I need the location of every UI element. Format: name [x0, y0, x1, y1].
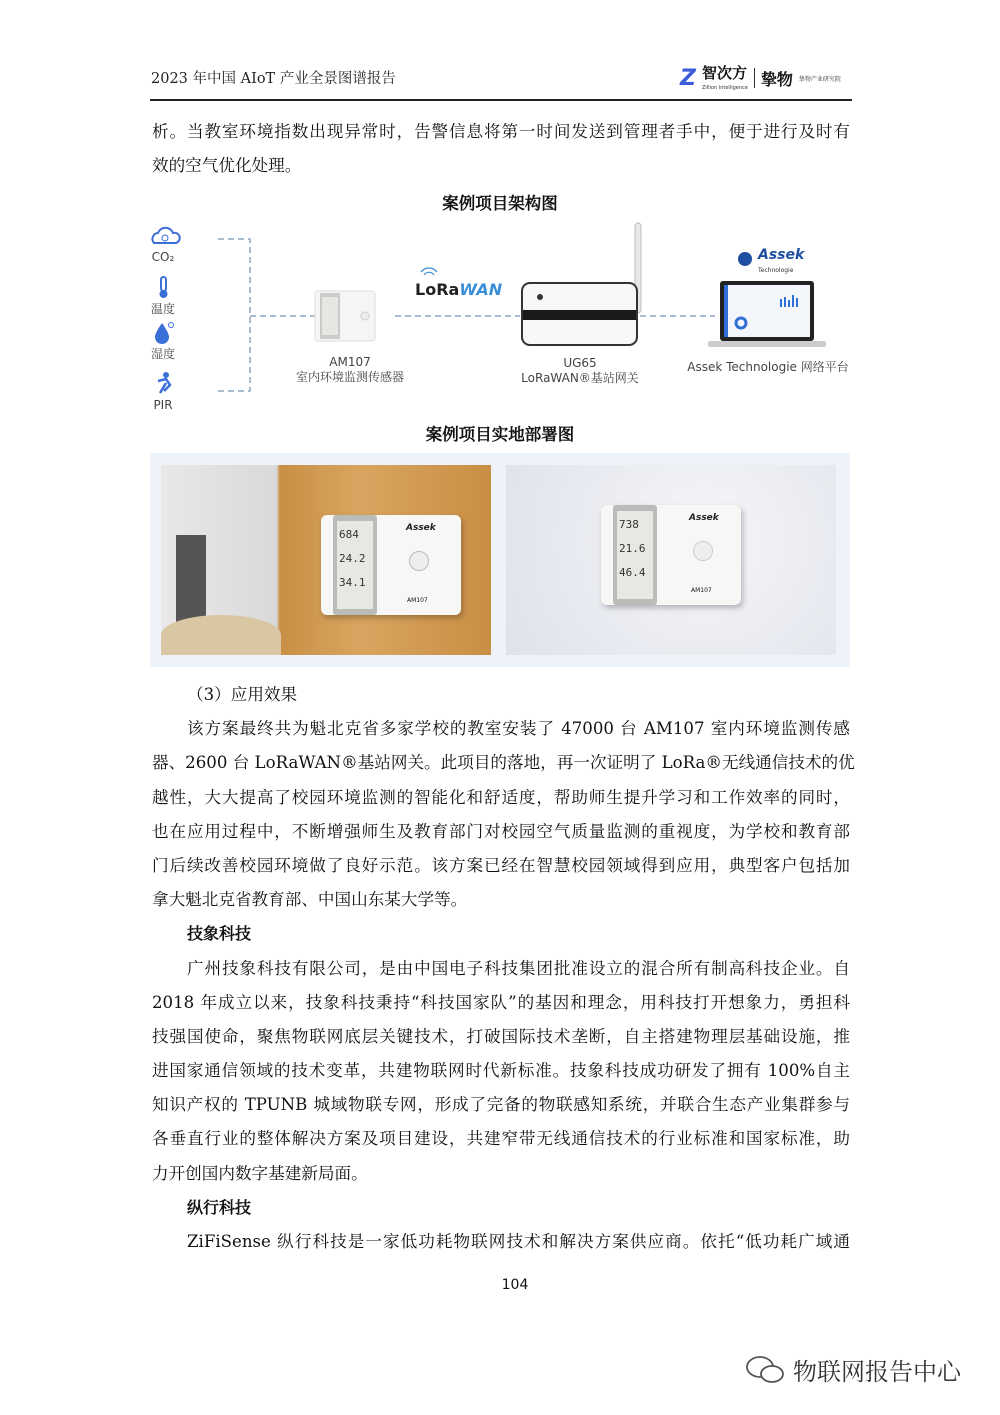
company-heading: 技象科技 [187, 924, 252, 944]
co2-reading: 738 [619, 518, 639, 531]
sensor-label-co2: CO₂ [151, 250, 175, 264]
text-line: 力开创国内数字基建新局面。 [152, 1163, 368, 1183]
text-line: 技强国使命，聚焦物联网底层关键技术，打破国际技术垄断，自主搭建物理层基础设施，推 [152, 1026, 850, 1046]
architecture-diagram [140, 215, 860, 415]
model-label: AM107 [691, 587, 712, 594]
text-line: 2018 年成立以来，技象科技秉持“科技国家队”的基因和理念，用科技打开想象力，勇担科 [152, 992, 850, 1012]
page-number: 104 [501, 1277, 529, 1293]
sensor-label-humidity: 湿度 [150, 347, 175, 361]
device-model: AM107 [329, 355, 371, 369]
section-heading: （3）应用效果 [187, 685, 298, 704]
deployment-photo-wall [506, 465, 836, 655]
ug65-label [505, 356, 655, 386]
text-line: 拿大魁北克省教育部、中国山东某大学等。 [152, 890, 468, 910]
wechat-watermark [745, 1352, 961, 1387]
sensor-label-pir: PIR [153, 398, 173, 412]
deployment-photos [150, 453, 850, 667]
co2-cloud-icon [152, 228, 179, 243]
laptop-platform-image [708, 247, 826, 347]
device-desc: LoRaWAN®基站网关 [521, 371, 639, 385]
brand-label: Assek [406, 523, 436, 533]
zillion-logo-text [702, 64, 748, 92]
am107-device-image [315, 291, 375, 341]
assek-brand: Assek [758, 247, 805, 263]
header-logo [680, 64, 841, 92]
text-line: 进国家通信领域的技术变革，共建物联网时代新标准。技象科技成功研发了拥有 100%自主 [152, 1061, 850, 1081]
logo-separator [754, 68, 755, 88]
humidity-reading: 34.1 [339, 576, 366, 589]
header-rule [150, 99, 852, 101]
wechat-icon [745, 1355, 785, 1385]
model-label: AM107 [407, 597, 428, 604]
text-line: 广州技象科技有限公司，是由中国电子科技集团批准设立的混合所有制高科技企业。自 [187, 958, 850, 978]
co2-reading: 684 [339, 528, 359, 541]
assek-logo-icon [738, 252, 752, 266]
text-line: 析。当教室环境指数出现异常时，告警信息将第一时间发送到管理者手中，便于进行及时有 [152, 122, 850, 141]
diagram-title: 案例项目架构图 [442, 194, 558, 213]
am107-device [601, 505, 741, 605]
watermark-text: 物联网报告中心 [793, 1358, 961, 1386]
ug65-gateway-image [522, 223, 641, 345]
text-line: 器、2600 台 LoRaWAN®基站网关。此项目的落地，再一次证明了 LoRa®无线通信技术的优 [152, 753, 855, 773]
pir-lens [409, 551, 429, 571]
am107-device [321, 515, 461, 615]
partner-logo-sub: 挚物产业研究院 [798, 75, 841, 83]
zillion-logo-icon: Z [680, 65, 696, 91]
intro-paragraph [152, 115, 850, 183]
sensor-label-temperature: 温度 [150, 302, 175, 316]
section-3 [152, 678, 855, 1259]
text-line: 门后续改善校园环境做了良好示范。该方案已经在智慧校园领域得到应用，典型客户包括加 [152, 855, 850, 875]
assek-brand-sub: Technologie [758, 267, 794, 274]
deployment-photo-wood [161, 465, 491, 655]
text-line: ZiFiSense 纵行科技是一家低功耗物联网技术和解决方案供应商。依托“低功耗广域通 [187, 1232, 850, 1251]
partner-logo: 挚物 [760, 69, 793, 89]
text-line: 效的空气优化处理。 [152, 156, 302, 176]
device-model: UG65 [563, 356, 597, 370]
text-line: 各垂直行业的整体解决方案及项目建设，共建窄带无线通信技术的行业标准和国家标准，助 [152, 1129, 850, 1149]
text-line: 知识产权的 TPUNB 城域物联专网，形成了完备的物联感知系统，并联合生态产业集群参与 [152, 1095, 850, 1115]
company-heading: 纵行科技 [187, 1197, 252, 1217]
am107-label [280, 355, 420, 385]
text-line: 该方案最终共为魁北克省多家学校的教室安装了 47000 台 AM107 室内环境监测传感 [187, 719, 850, 739]
motion-pir-icon [158, 372, 170, 393]
thermometer-icon [160, 277, 168, 298]
humidity-reading: 46.4 [619, 566, 646, 579]
platform-label: Assek Technologie 网络平台 [687, 360, 849, 374]
logo-main: 智次方 [701, 64, 747, 82]
logo-sub: Zillion Intelligence [701, 85, 748, 91]
brand-label: Assek [689, 513, 719, 523]
header-title: 2023 年中国 AIoT 产业全景图谱报告 [151, 71, 396, 87]
temp-reading: 24.2 [339, 552, 366, 565]
lorawan-logo [415, 268, 503, 299]
photos-title: 案例项目实地部署图 [425, 425, 575, 444]
temp-reading: 21.6 [619, 542, 646, 555]
water-drop-icon [155, 323, 174, 345]
pir-lens [693, 541, 713, 561]
text-line: 也在应用过程中，不断增强师生及教育部门对校园空气质量监测的重视度，为学校和教育部 [152, 821, 850, 841]
svg-text:LoRaWAN: LoRaWAN [415, 280, 503, 299]
device-desc: 室内环境监测传感器 [295, 370, 404, 384]
text-line: 越性，大大提高了校园环境监测的智能化和舒适度，帮助师生提升学习和工作效率的同时， [152, 787, 850, 807]
